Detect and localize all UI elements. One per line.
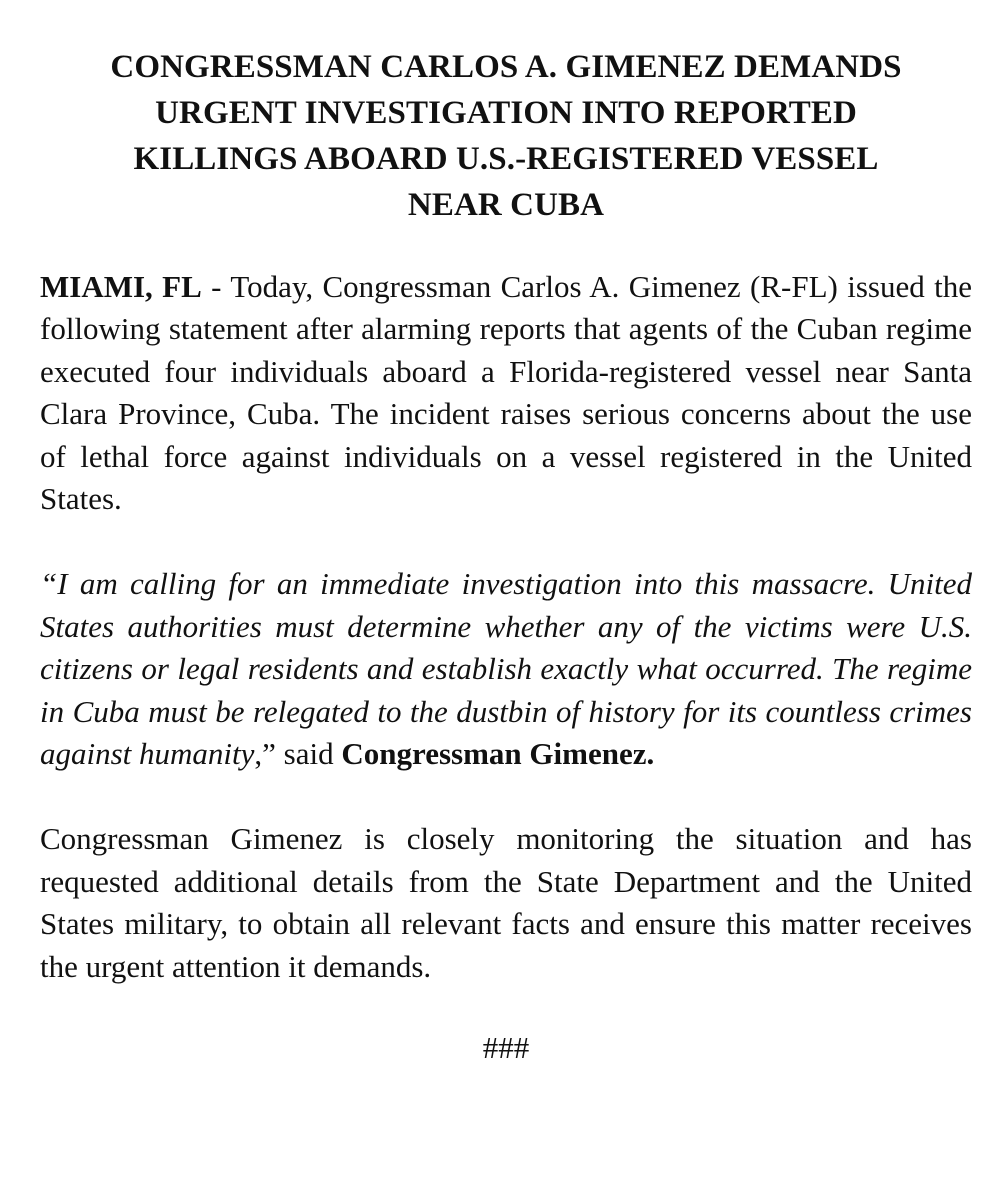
dateline: MIAMI, FL xyxy=(40,269,202,304)
closing-paragraph xyxy=(40,818,972,988)
press-release xyxy=(40,44,972,1068)
quote-text: “I am calling for an immediate investigation into this massacre. United States authorities must determine whether any of the victims were U.S. citizens or legal residents and establish exactly what occurred. The regime in Cuba must be relegated to the dustbin of history for its countless crimes against humanity xyxy=(40,566,972,772)
intro-paragraph xyxy=(40,266,972,520)
end-mark: ### xyxy=(482,1030,530,1066)
headline-line-1: CONGRESSMAN CARLOS A. GIMENEZ DEMANDS xyxy=(110,49,902,85)
quote-paragraph xyxy=(40,563,972,775)
intro-text: - Today, Congressman Carlos A. Gimenez (R-FL) issued the following statement after alarming reports that agents of the Cuban regime executed four individuals aboard a Florida-registered vessel near Santa Clara Province, Cuba. The incident raises serious concerns about the use of lethal force against individuals on a vessel registered in the United States. xyxy=(40,269,972,517)
quote-attribution: ,” said xyxy=(254,736,342,772)
closing-text: Congressman Gimenez is closely monitoring the situation and has requested additional details from the State Department and the United States military, to obtain all relevant facts and ensure this matter receives the urgent attention it demands. xyxy=(40,821,972,984)
headline-line-2: URGENT INVESTIGATION INTO REPORTED xyxy=(155,95,857,131)
headline-line-4: NEAR CUBA xyxy=(407,187,605,223)
headline-line-3: KILLINGS ABOARD U.S.-REGISTERED VESSEL xyxy=(133,141,879,177)
headline xyxy=(40,44,972,228)
quote-speaker: Congressman Gimenez. xyxy=(341,736,655,772)
